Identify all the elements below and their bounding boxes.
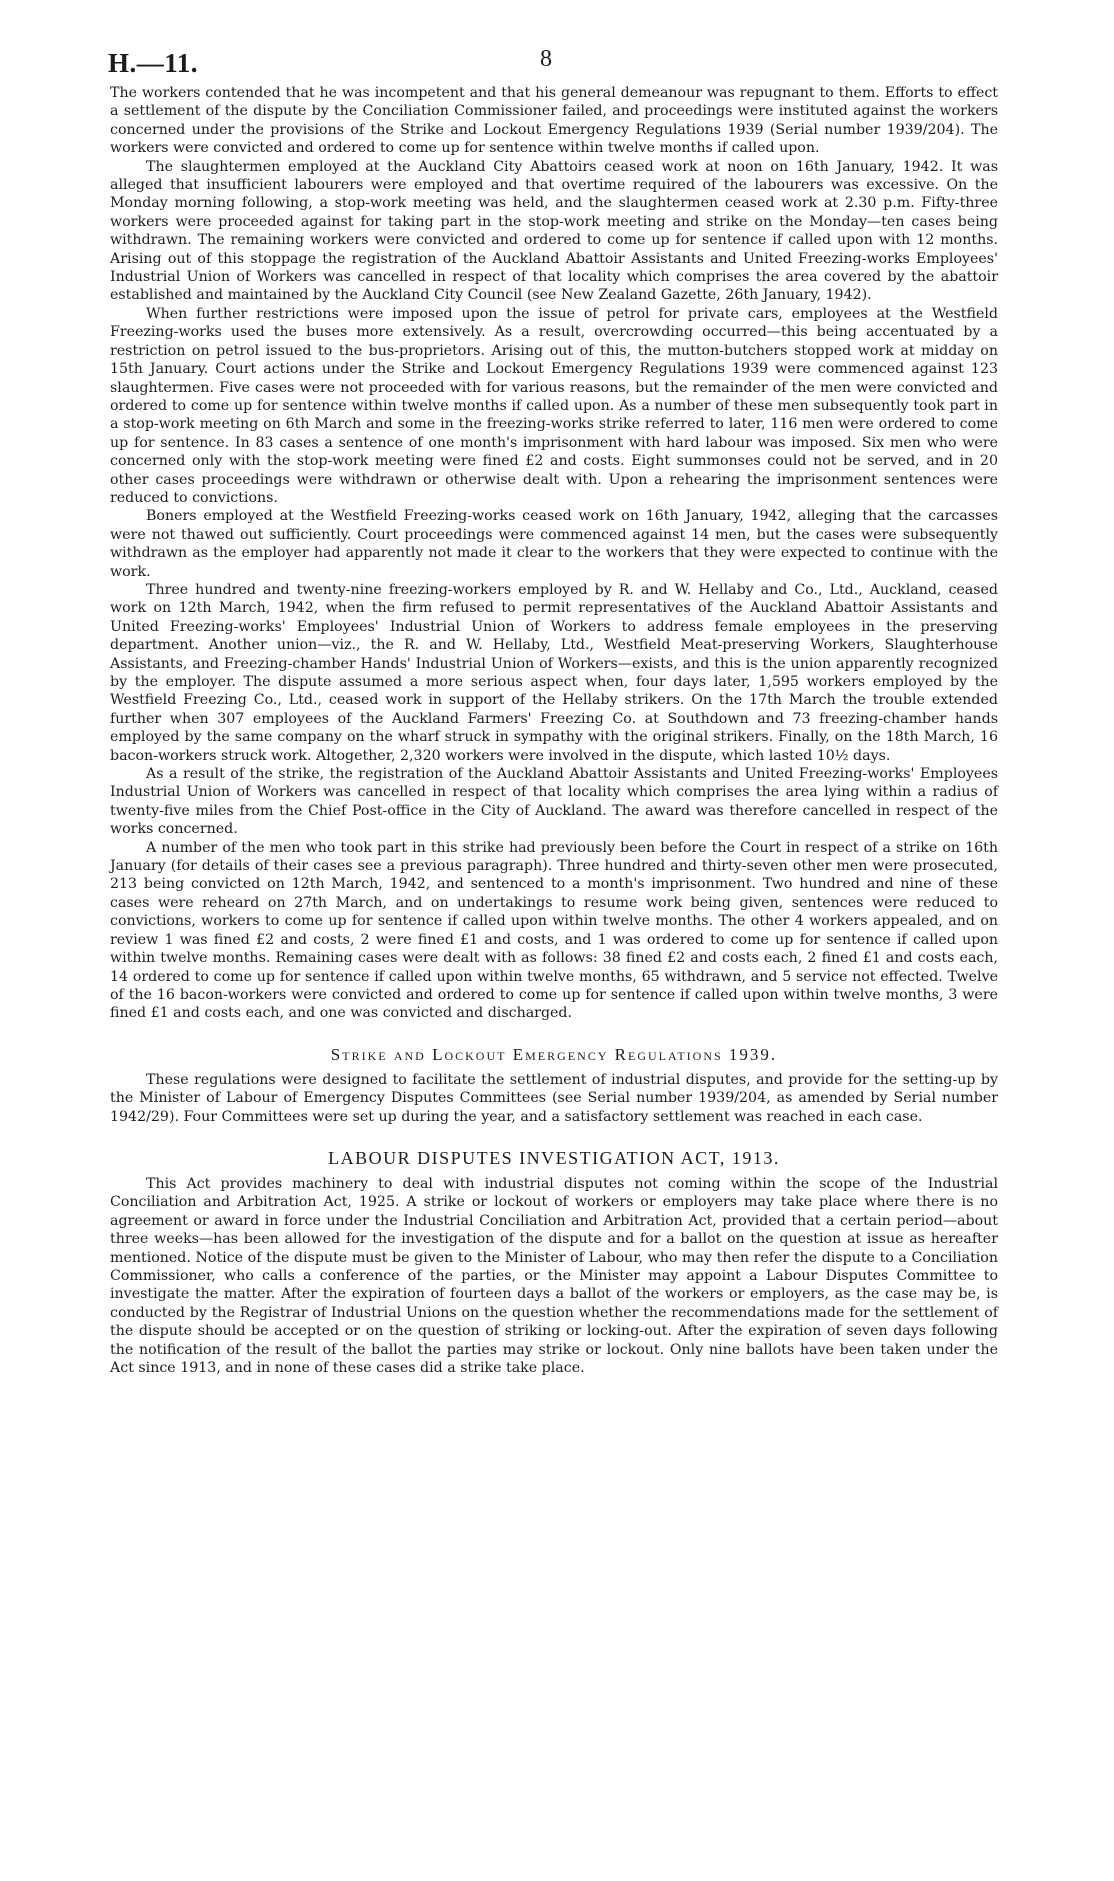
page-number: 8 xyxy=(540,46,552,72)
paragraph: The slaughtermen employed at the Auckland City Abattoirs ceased work at noon on 16th January, 1942. It was alleged that insufficient labourers were employed and that overtime required of the labourers was excessive. On the Monday morning following, a stop-work meeting was held, and the slaughtermen ceased work at 2.30 p.m. Fifty-three workers were proceeded against for taking part in the stop-work meeting and strike on the Monday—ten cases being withdrawn. The remaining workers were convicted and ordered to come up for sentence if called upon with 12 months. Arising out of this stoppage the registration of the Auckland Abattoir Assistants and United Freezing-works Employees' Industrial Union of Workers was cancelled in respect of that locality which comprises the area covered by the abattoir established and maintained by the Auckland City Council (see New Zealand Gazette, 26th January, 1942). xyxy=(110,158,998,304)
section-heading-strike-regulations: Strike and Lockout Emergency Regulations 1939. xyxy=(330,1044,778,1064)
paragraph: Boners employed at the Westfield Freezing-works ceased work on 16th January, 1942, alleging that the carcasses were not thawed out sufficiently. Court proceedings were commenced against 14 men, but the cases were subsequently withdrawn as the employer had apparently not made it clear to the workers that they were expected to continue with the work. xyxy=(110,508,998,580)
paragraph: These regulations were designed to facilitate the settlement of industrial disputes, and provide for the setting-up by the Minister of Labour of Emergency Disputes Committees (see Serial number 1939/204, as amended by Serial number 1942/29). Four Committees were set up during the year, and a satisfactory settlement was reached in each case. xyxy=(110,1071,998,1125)
section-heading-labour-disputes: LABOUR DISPUTES INVESTIGATION ACT, 1913. xyxy=(328,1147,780,1168)
labour-disputes-section xyxy=(110,1175,998,1377)
strike-regulations-section xyxy=(110,1071,998,1126)
paragraph: A number of the men who took part in this strike had previously been before the Court in respect of a strike on 16th January (for details of their cases see a previous paragraph). Three hundred and thirty-seven other men were prosecuted, 213 being convicted on 12th March, 1942, and sentenced to a month's imprisonment. Two hundred and nine of these cases were reheard on 27th March, and on undertakings to resume work being given, sentences were reduced to convictions, workers to come up for sentence if called upon within twelve months. The other 4 workers appealed, and on review 1 was fined £2 and costs, 2 were fined £1 and costs, and 1 was ordered to come up for sentence if called upon within twelve months. Remaining cases were dealt with as follows: 38 fined £2 and costs each, 2 fined £1 and costs each, 14 ordered to come up for sentence if called upon within twelve months, 65 withdrawn, and 5 service not effected. Twelve of the 16 bacon-workers were convicted and ordered to come up for sentence if called upon within twelve months, 3 were fined £1 and costs each, and one was convicted and discharged. xyxy=(110,839,998,1022)
paragraph: As a result of the strike, the registration of the Auckland Abattoir Assistants and United Freezing-works' Employees Industrial Union of Workers was cancelled in respect of that locality which comprises the area lying within a radius of twenty-five miles from the Chief Post-office in the City of Auckland. The award was therefore cancelled in respect of the works concerned. xyxy=(110,766,998,838)
page-header xyxy=(110,40,998,84)
paragraph: This Act provides machinery to deal with industrial disputes not coming within the scope of the Industrial Conciliation and Arbitration Act, 1925. A strike or lockout of workers or employers may take place where there is no agreement or award in force under the Industrial Conciliation and Arbitration Act, provided that a certain period—about three weeks—has been allowed for the investigation of the dispute and for a ballot on the question at issue as hereafter mentioned. Notice of the dispute must be given to the Minister of Labour, who may then refer the dispute to a Conciliation Commissioner, who calls a conference of the parties, or the Minister may appoint a Labour Disputes Committee to investigate the matter. After the expiration of fourteen days a ballot of the workers or employers, as the case may be, is conducted by the Registrar of Industrial Unions on the question whether the recommendations made for the settlement of the dispute should be accepted or on the question of striking or locking-out. After the expiration of seven days following the notification of the result of the ballot the parties may strike or lockout. Only nine ballots have been taken under the Act since 1913, and in none of these cases did a strike take place. xyxy=(110,1175,998,1376)
paragraph: The workers contended that he was incompetent and that his general demeanour was repugnant to them. Efforts to effect a settlement of the dispute by the Conciliation Commissioner failed, and proceedings were instituted against the workers concerned under the provisions of the Strike and Lockout Emergency Regulations 1939 (Serial number 1939/204). The workers were convicted and ordered to come up for sentence within twelve months if called upon. xyxy=(110,85,998,157)
paragraph: When further restrictions were imposed upon the issue of petrol for private cars, employees at the Westfield Freezing-works used the buses more extensively. As a result, overcrowding occurred—this being accentuated by a restriction on petrol issued to the bus-proprietors. Arising out of this, the mutton-butchers stopped work at midday on 15th January. Court actions under the Strike and Lockout Emergency Regulations 1939 were commenced against 123 slaughtermen. Five cases were not proceeded with for various reasons, but the remainder of the men were convicted and ordered to come up for sentence within twelve months if called upon. As a number of these men subsequently took part in a stop-work meeting on 6th March and some in the freezing-works strike referred to later, 116 men were ordered to come up for sentence. In 83 cases a sentence of one month's imprisonment with hard labour was imposed. Six men who were concerned only with the stop-work meeting were fined £2 and costs. Eight summonses could not be served, and in 20 other cases proceedings were withdrawn or otherwise dealt with. Upon a rehearing the imprisonment sentences were reduced to convictions. xyxy=(110,305,998,506)
paragraph: Three hundred and twenty-nine freezing-workers employed by R. and W. Hellaby and Co., Ltd., Auckland, ceased work on 12th March, 1942, when the firm refused to permit representatives of the Auckland Abattoir Assistants and United Freezing-works' Employees' Industrial Union of Workers to address female employees in the preserving department. Another union—viz., the R. and W. Hellaby, Ltd., Westfield Meat-preserving Workers, Slaughterhouse Assistants, and Freezing-chamber Hands' Industrial Union of Workers—exists, and this is the union apparently recognized by the employer. The dispute assumed a more serious aspect when, four days later, 1,595 workers employed by the Westfield Freezing Co., Ltd., ceased work in support of the Hellaby strikers. On the 17th March the trouble extended further when 307 employees of the Auckland Farmers' Freezing Co. at Southdown and 73 freezing-chamber hands employed by the same company on the wharf struck in sympathy with the original strikers. Finally, on the 18th March, 16 bacon-workers struck work. Altogether, 2,320 workers were involved in the dispute, which lasted 10½ days. xyxy=(110,581,998,764)
document-page xyxy=(110,40,998,1377)
intro-section xyxy=(110,84,998,1023)
document-reference: H.—11. xyxy=(108,48,199,78)
